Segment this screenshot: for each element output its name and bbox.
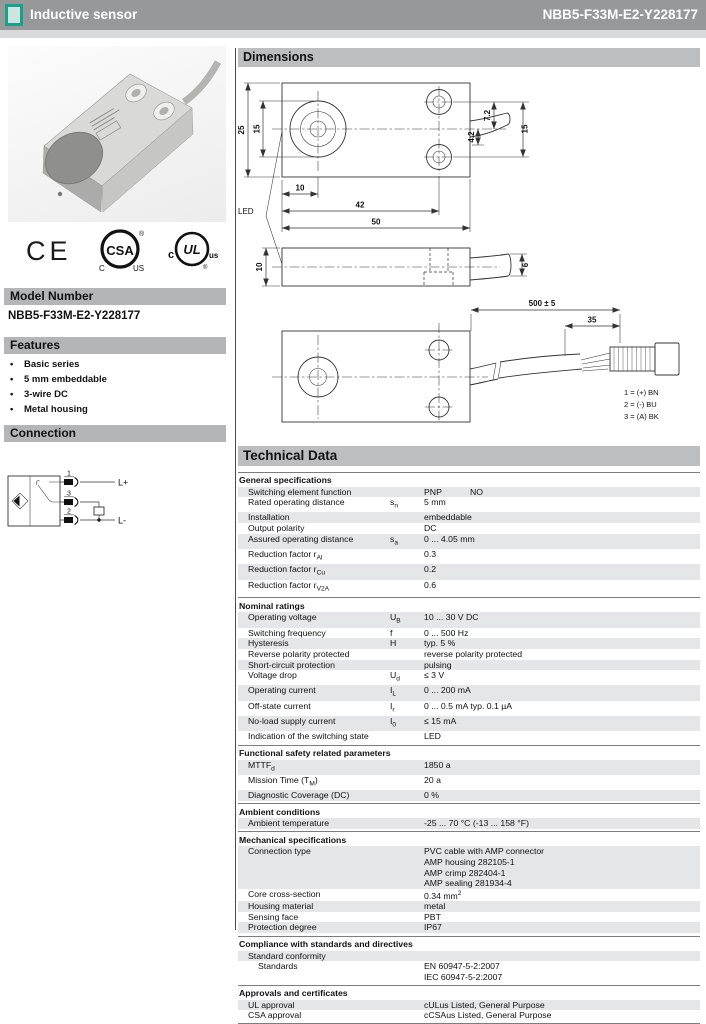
spec-label: Voltage drop bbox=[248, 670, 297, 681]
ul-us: us bbox=[209, 251, 219, 260]
amp-connector-body bbox=[610, 347, 655, 371]
spec-label: Installation bbox=[248, 512, 290, 523]
svg-text:CSA: CSA bbox=[106, 243, 134, 258]
front-hole bbox=[58, 192, 62, 196]
spec-symbol: H bbox=[390, 638, 397, 649]
spec-symbol bbox=[390, 1000, 424, 1011]
section-dimensions: Dimensions bbox=[238, 48, 700, 67]
spec-row bbox=[238, 701, 700, 716]
spec-label: $MTTF_d$ bbox=[248, 759, 275, 773]
csa-us: US bbox=[133, 264, 145, 273]
spec-row bbox=[238, 685, 700, 700]
spec-row bbox=[238, 638, 700, 649]
dim-15-left: 15 bbox=[252, 124, 262, 134]
spec-label: Standard conformity bbox=[248, 950, 326, 961]
header-model-number: NBB5-F33M-E2-Y228177 bbox=[542, 7, 698, 22]
spec-row bbox=[238, 901, 700, 912]
spec-symbol bbox=[390, 790, 424, 801]
spec-row bbox=[238, 818, 700, 829]
spec-label: Standards bbox=[258, 961, 298, 972]
spec-label: Ambient temperature bbox=[248, 818, 330, 829]
pin-2-number: 2 bbox=[67, 508, 71, 516]
spec-row bbox=[238, 775, 700, 790]
load-symbol bbox=[94, 507, 104, 515]
spec-label: No-load supply current bbox=[248, 716, 336, 727]
spec-label: Short-circuit protection bbox=[248, 659, 335, 670]
spec-label: Indication of the switching state bbox=[248, 731, 369, 742]
spec-row bbox=[238, 628, 700, 639]
spec-symbol: $I_r$ bbox=[390, 700, 395, 714]
spec-section-title: Nominal ratings bbox=[238, 597, 700, 612]
spec-value: DC bbox=[424, 523, 437, 534]
spec-symbol: $U_B$ bbox=[390, 612, 401, 626]
pin-1-number: 1 bbox=[67, 470, 71, 478]
inductive-sensor-symbol-fill bbox=[14, 496, 20, 507]
spec-value: cULus Listed, General Purpose bbox=[424, 999, 545, 1010]
spec-label: Protection degree bbox=[248, 922, 317, 933]
features-list bbox=[10, 357, 107, 417]
spec-symbol bbox=[390, 523, 424, 534]
header-strip bbox=[0, 30, 706, 38]
spec-value: 0 ... 4.05 mm bbox=[424, 533, 475, 544]
spec-section-title: Compliance with standards and directives bbox=[238, 936, 700, 951]
spec-symbol: $s_n$ bbox=[390, 497, 399, 510]
csa-registered: ® bbox=[139, 231, 145, 238]
spec-value: PVC cable with AMP connector AMP housing 282105-1 AMP crimp 282404-1 AMP sealing 281934-4 bbox=[424, 846, 545, 889]
spec-row bbox=[238, 670, 700, 685]
spec-symbol bbox=[390, 580, 424, 595]
dim-10-side: 10 bbox=[255, 262, 264, 272]
spec-value: PBT bbox=[424, 911, 441, 922]
spec-row bbox=[238, 497, 700, 512]
sensor-cable bbox=[184, 62, 218, 102]
spec-row bbox=[238, 731, 700, 742]
spec-symbol: $U_d$ bbox=[390, 670, 400, 683]
dim-15-right: 15 bbox=[520, 124, 530, 134]
dim-4-2: 4.2 bbox=[467, 131, 476, 143]
feature-item: • 5 mm embeddable bbox=[10, 372, 107, 387]
svg-text:UL: UL bbox=[183, 242, 201, 257]
dim-7-2: 7.2 bbox=[483, 109, 492, 122]
spec-value: 0 % bbox=[424, 790, 439, 801]
spec-section-title: Approvals and certificates bbox=[238, 985, 700, 1000]
spec-symbol bbox=[390, 649, 424, 660]
spec-value: 0 ... 0.5 mA typ. 0.1 µA bbox=[424, 700, 513, 711]
spec-symbol bbox=[390, 487, 424, 498]
spec-label: Reduction factor $r_{V2A}$ bbox=[248, 579, 330, 593]
spec-value: 0 ... 200 mA bbox=[424, 685, 471, 696]
spec-section-title: General specifications bbox=[238, 472, 700, 487]
spec-label: Core cross-section bbox=[248, 888, 321, 899]
side-view bbox=[255, 248, 530, 286]
section-features: Features bbox=[4, 337, 226, 354]
spec-symbol bbox=[390, 564, 424, 579]
spec-symbol bbox=[390, 818, 424, 829]
spec-value: -25 ... 70 °C (-13 ... 158 °F) bbox=[424, 818, 529, 829]
spec-label: Mission Time $(T_M)$ bbox=[248, 774, 318, 788]
spec-label: Rated operating distance bbox=[248, 497, 345, 508]
feature-item: • Metal housing bbox=[10, 402, 107, 417]
spec-row bbox=[238, 487, 700, 498]
wire-legend-2: 2 = (-) BU bbox=[624, 400, 657, 409]
spec-value: 0.34 $mm^2$ bbox=[424, 889, 462, 901]
spec-symbol: $I_0$ bbox=[390, 716, 397, 729]
ul-mark bbox=[168, 233, 219, 271]
spec-label: Hysteresis bbox=[248, 638, 289, 649]
l-plus-label: L+ bbox=[118, 477, 129, 488]
spec-value: metal bbox=[424, 901, 446, 912]
spec-row bbox=[238, 512, 700, 523]
spec-label: Assured operating distance bbox=[248, 533, 354, 544]
spec-value: typ. 5 % bbox=[424, 638, 456, 649]
spec-section-title: Ambient conditions bbox=[238, 803, 700, 818]
dim-6: 6 bbox=[521, 262, 530, 268]
spec-row bbox=[238, 660, 700, 671]
section-model-number: Model Number bbox=[4, 288, 226, 305]
spec-symbol: $I_L$ bbox=[390, 685, 397, 699]
spec-value: 0.2 bbox=[424, 564, 437, 575]
spec-value: embeddable bbox=[424, 512, 472, 523]
dim-35: 35 bbox=[587, 315, 597, 325]
top-view bbox=[237, 83, 530, 264]
spec-symbol bbox=[390, 912, 424, 923]
switch-symbol bbox=[36, 481, 39, 485]
spec-label: Output polarity bbox=[248, 523, 305, 534]
section-technical-data: Technical Data bbox=[238, 446, 700, 466]
led-label: LED bbox=[238, 207, 254, 216]
spec-symbol bbox=[390, 512, 424, 523]
wire-legend-3: 3 = (A) BK bbox=[624, 412, 659, 421]
spec-value: reverse polarity protected bbox=[424, 648, 523, 659]
spec-section-title: Mechanical specifications bbox=[238, 831, 700, 846]
spec-label: CSA approval bbox=[248, 1010, 302, 1021]
led-leader-line bbox=[266, 131, 282, 264]
spec-label: UL approval bbox=[248, 999, 295, 1010]
spec-row bbox=[238, 912, 700, 923]
spec-row bbox=[238, 951, 700, 962]
pin-2 bbox=[60, 509, 115, 525]
spec-value: 1850 a bbox=[424, 759, 451, 770]
spec-symbol bbox=[390, 889, 424, 901]
spec-label: Operating voltage bbox=[248, 612, 317, 623]
spec-row bbox=[238, 523, 700, 534]
title-bar bbox=[0, 0, 706, 30]
dim-500: 500 ± 5 bbox=[528, 299, 556, 308]
spec-value: 5 mm bbox=[424, 497, 446, 508]
spec-value bbox=[424, 951, 700, 962]
csa-c: C bbox=[99, 264, 105, 273]
spec-row bbox=[238, 612, 700, 627]
dim-42: 42 bbox=[355, 200, 365, 210]
certification-logos bbox=[20, 224, 220, 274]
spec-symbol bbox=[390, 760, 424, 775]
spec-symbol bbox=[390, 731, 424, 742]
spec-value: ≤ 15 mA bbox=[424, 716, 457, 727]
spec-symbol bbox=[390, 951, 424, 962]
spec-symbol bbox=[390, 1010, 424, 1021]
model-number-value: NBB5-F33M-E2-Y228177 bbox=[8, 310, 141, 322]
spec-symbol bbox=[390, 775, 424, 790]
spec-value: 10 ... 30 V DC bbox=[424, 612, 479, 623]
dimension-drawing bbox=[236, 68, 706, 438]
spec-label: Reduction factor $r_{Cu}$ bbox=[248, 564, 326, 577]
spec-value-1: PNP bbox=[424, 486, 442, 497]
wire-legend-1: 1 = (+) BN bbox=[624, 388, 659, 397]
spec-label: Switching frequency bbox=[248, 627, 326, 638]
spec-label: Switching element function bbox=[248, 486, 352, 497]
feature-item: • Basic series bbox=[10, 357, 107, 372]
spec-value: 20 a bbox=[424, 774, 441, 785]
sensor-illustration bbox=[8, 46, 226, 222]
dim-10-bottom: 10 bbox=[295, 183, 305, 193]
spec-symbol bbox=[390, 846, 424, 888]
spec-label: Housing material bbox=[248, 901, 314, 912]
spec-row bbox=[238, 760, 700, 775]
spec-value: cCSAus Listed, General Purpose bbox=[424, 1010, 552, 1021]
spec-value: ≤ 3 V bbox=[424, 670, 445, 681]
spec-label: Diagnostic Coverage (DC) bbox=[248, 790, 350, 801]
spec-symbol bbox=[390, 549, 424, 564]
spec-value: IP67 bbox=[424, 922, 442, 933]
product-photo bbox=[8, 46, 226, 222]
spec-value: 0.3 bbox=[424, 548, 437, 559]
spec-symbol: $s_a$ bbox=[390, 533, 399, 547]
page-title: Inductive sensor bbox=[30, 7, 138, 22]
spec-label: Reduction factor $r_{Al}$ bbox=[248, 548, 323, 562]
spec-label: Sensing face bbox=[248, 911, 299, 922]
spec-label: Connection type bbox=[248, 846, 311, 857]
spec-value-2: NO bbox=[470, 486, 484, 497]
spec-row bbox=[238, 716, 700, 731]
spec-row bbox=[238, 580, 700, 595]
spec-row bbox=[238, 549, 700, 564]
cable-view bbox=[272, 299, 679, 422]
spec-row bbox=[238, 564, 700, 579]
spec-value: 0 ... 500 Hz bbox=[424, 627, 469, 638]
spec-value: 0.6 bbox=[424, 579, 437, 590]
spec-symbol: f bbox=[390, 627, 393, 638]
spec-label: Off-state current bbox=[248, 700, 311, 711]
ce-mark: CE bbox=[26, 236, 72, 266]
spec-label: Operating current bbox=[248, 685, 316, 696]
spec-row bbox=[238, 922, 700, 933]
dim-25: 25 bbox=[237, 125, 246, 135]
ul-registered: ® bbox=[203, 265, 208, 271]
csa-mark bbox=[99, 230, 145, 273]
spec-value: LED bbox=[424, 731, 441, 742]
connection-diagram bbox=[4, 462, 226, 562]
dim-50: 50 bbox=[371, 217, 381, 227]
spec-row bbox=[238, 534, 700, 549]
spec-row bbox=[238, 1010, 700, 1021]
spec-row bbox=[238, 1000, 700, 1011]
spec-row bbox=[238, 889, 700, 901]
brand-icon bbox=[5, 4, 23, 26]
spec-section-title: Functional safety related parameters bbox=[238, 745, 700, 760]
ul-c: c bbox=[168, 249, 175, 261]
spec-value: pulsing bbox=[424, 659, 452, 670]
technical-data-table bbox=[238, 469, 700, 1024]
spec-value bbox=[424, 487, 700, 498]
amp-connector-cap bbox=[655, 343, 679, 375]
spec-row bbox=[238, 846, 700, 888]
l-minus-label: L- bbox=[118, 515, 127, 526]
spec-symbol bbox=[390, 901, 424, 912]
spec-symbol bbox=[390, 961, 424, 982]
spec-symbol bbox=[390, 660, 424, 671]
spec-row bbox=[238, 649, 700, 660]
spec-row bbox=[238, 790, 700, 801]
pin-1 bbox=[60, 471, 115, 487]
spec-label: Reverse polarity protected bbox=[248, 648, 350, 659]
feature-item: • 3-wire DC bbox=[10, 387, 107, 402]
spec-value: EN 60947-5-2:2007 IEC 60947-5-2:2007 bbox=[424, 961, 503, 982]
section-connection: Connection bbox=[4, 425, 226, 442]
spec-symbol bbox=[390, 922, 424, 933]
spec-row bbox=[238, 961, 700, 982]
pin-3-number: 3 bbox=[67, 490, 71, 498]
